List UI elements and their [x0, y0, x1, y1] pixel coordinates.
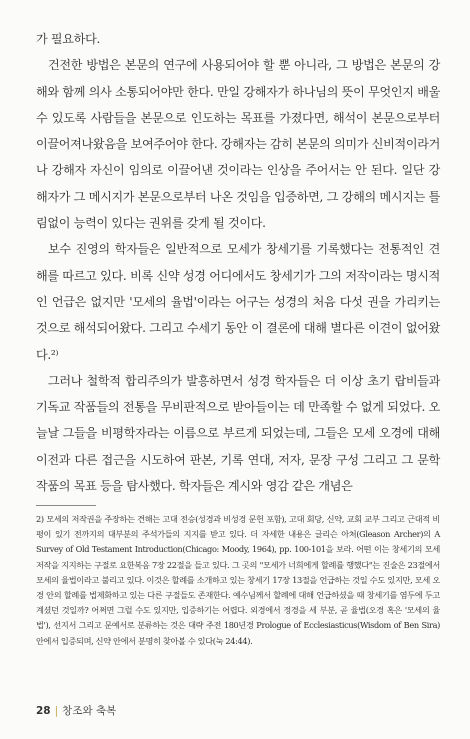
footnote-number: 2): [36, 514, 44, 524]
folio-separator: |: [54, 705, 59, 717]
page-folio: [36, 703, 116, 718]
paragraph-2: 건전한 방법은 본문의 연구에 사용되어야 할 뿐 아니라, 그 방법은 본문의 강해와 함께 의사 소통되어야만 한다. 만일 강해자가 하나님의 뜻이 무엇인지 배울 수 있도록 사람들을 본문으로 인도하는 목표를 가졌다면, 해석이 본문으로부터 이끌어져나왔음을 보여주어야 한다. 강해자는 감히 본문의 의미가 신비적이라거나 강해자 자신이 임의로 이끌어낸 것이라는 인상을 주어서는 안 된다. 일단 강해자가 그 메시지가 본문으로부터 나온 것임을 입증하면, 그 강해의 메시지는 틀림없이 능력이 있다는 권위를 갖게 될 것이다.: [36, 58, 440, 231]
running-title: 창조와 축복: [62, 705, 117, 717]
footnote-divider: [36, 505, 96, 506]
page-number: 28: [36, 705, 51, 717]
body-text: [36, 26, 440, 499]
paragraph-3: 보수 진영의 학자들은 일반적으로 모세가 창세기를 기록했다는 전통적인 견해를 따르고 있다. 비록 신약 성경 어디에서도 창세기가 그의 저작이라는 명시적인 언급은 없지만 '모세의 율법'이라는 어구는 성경의 처음 다섯 권을 가리키는 것으로 해석되어왔다. 그리고 수세기 동안 이 결론에 대해 별다른 이견이 없어왔다.²⁾: [36, 242, 440, 362]
footnote-text: 모세의 저작권을 주장하는 견해는 고대 전승(성경과 비성경 문헌 포함), 고대 회당, 신약, 교회 교부 그리고 근대적 비평이 있기 전까지의 대부분의 주석가들의 지지를 받고 있다. 더 자세한 내용은 글리슨 아쳐(Gleason Archer)의 A Survey of Old Testament Introduction(Chicago: Moody, 1964), pp. 100-101을 보라. 어떤 이는 창세기의 모세 저작을 지지하는 구절로 요한복음 7장 22절을 들고 있다. 그 곳의 "모세가 너희에게 할례를 행했다"는 진술은 23절에서 모세의 율법이라고 불리고 있다. 이것은 할례를 소개하고 있는 창세기 17장 13절을 언급하는 것일 수도 있지만, 모세 오경 안의 할례를 법제화하고 있는 다른 구절들도 존재한다. 예수님께서 할례에 대해 언급하셨을 때 창세기를 염두에 두고 계셨던 것일까? 어쩌면 그럴 수도 있지만, 입증하기는 어렵다. 외경에서 정경을 세 부분, 곧 율법(오경 혹은 '모세의 율법'), 선지서 그리고 문예서로 분류하는 것은 대략 주전 180년경 Prologue of Ecclesiasticus(Wisdom of Ben Sira) 안에서 입증되며, 신약 안에서 분명히 찾아볼 수 있다(눅 24:44).: [36, 514, 440, 646]
footnote: [36, 512, 440, 649]
paragraph-4: 그러나 철학적 합리주의가 발흥하면서 성경 학자들은 더 이상 초기 랍비들과 기독교 작품들의 전통을 무비판적으로 받아들이는 데 만족할 수 없게 되었다. 오늘날 그들을 비평학자라는 이름으로 부르게 되었는데, 그들은 모세 오경에 대해 이전과 다른 접근을 시도하여 판본, 기록 연대, 저자, 문장 구성 그리고 그 문학 작품의 목표 등을 탐사했다. 학자들은 계시와 영감 같은 개념은: [36, 373, 440, 494]
paragraph-1: 가 필요하다.: [36, 32, 101, 46]
